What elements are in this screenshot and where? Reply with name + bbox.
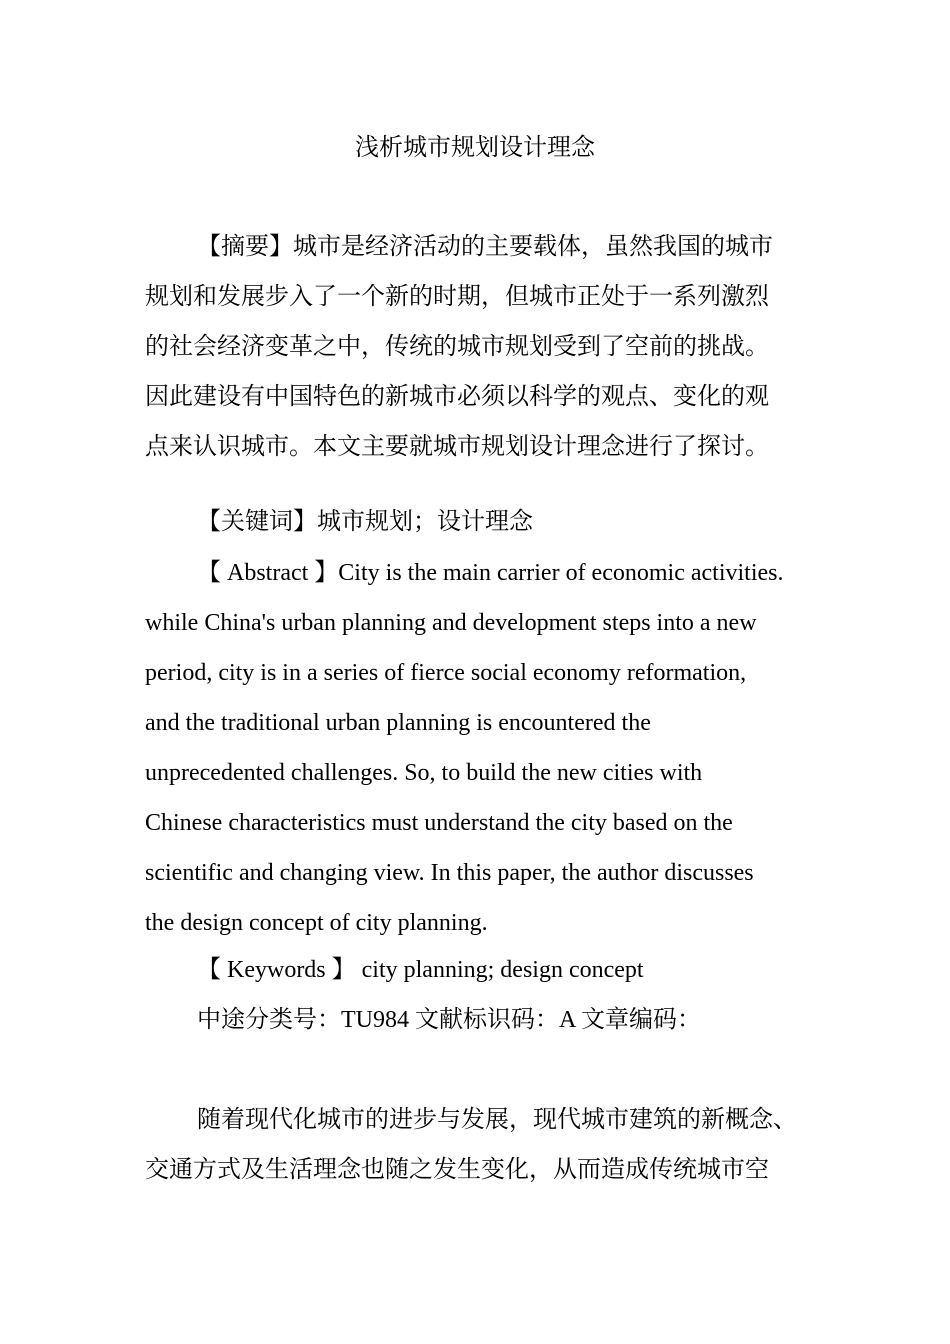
abstract-en-line: and the traditional urban planning is encountered the xyxy=(145,710,651,736)
classification-line: 中途分类号：TU984 文献标识码：A 文章编码： xyxy=(197,1007,701,1033)
body-text xyxy=(145,1095,810,1195)
body-line: 随着现代化城市的进步与发展，现代城市建筑的新概念、 xyxy=(197,1107,797,1133)
keywords-cn: 【关键词】城市规划；设计理念 xyxy=(197,509,533,535)
abstract-cn-line: 的社会经济变革之中，传统的城市规划受到了空前的挑战。 xyxy=(145,334,769,360)
abstract-en-line: unprecedented challenges. So, to build the new cities with xyxy=(145,760,703,786)
abstract-en-line: Chinese characteristics must understand the city based on the xyxy=(145,810,733,836)
abstract-cn-line: 【摘要】城市是经济活动的主要载体，虽然我国的城市 xyxy=(197,234,773,260)
keywords-en: 【 Keywords 】 city planning; design concept xyxy=(197,957,644,983)
abstract-cn xyxy=(145,222,810,472)
abstract-en-line: while China's urban planning and development steps into a new xyxy=(145,610,757,636)
abstract-en xyxy=(145,548,810,948)
abstract-cn-line: 点来认识城市。本文主要就城市规划设计理念进行了探讨。 xyxy=(145,434,769,460)
document-title: 浅析城市规划设计理念 xyxy=(355,135,595,161)
abstract-cn-line: 规划和发展步入了一个新的时期，但城市正处于一系列激烈 xyxy=(145,284,769,310)
abstract-en-line: period, city is in a series of fierce social economy reformation, xyxy=(145,660,747,686)
body-line: 交通方式及生活理念也随之发生变化，从而造成传统城市空 xyxy=(145,1157,769,1183)
abstract-cn-line: 因此建设有中国特色的新城市必须以科学的观点、变化的观 xyxy=(145,384,769,410)
abstract-en-line: scientific and changing view. In this paper, the author discusses xyxy=(145,860,754,886)
abstract-en-line: 【 Abstract 】City is the main carrier of economic activities. xyxy=(197,560,784,586)
abstract-en-line: the design concept of city planning. xyxy=(145,910,488,936)
